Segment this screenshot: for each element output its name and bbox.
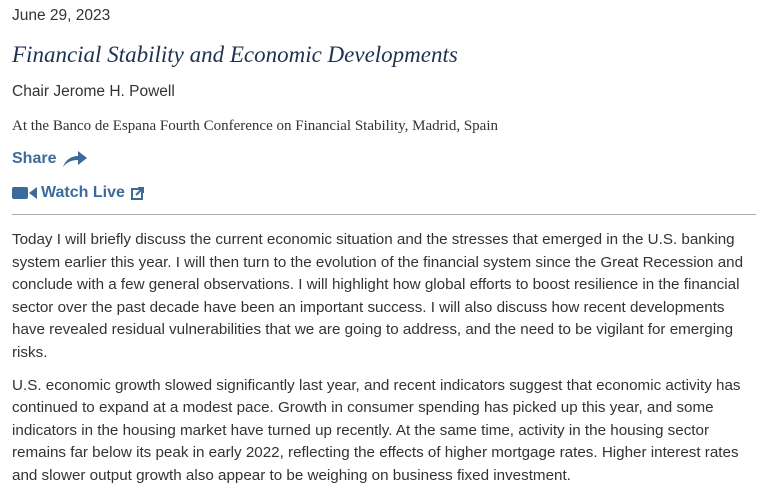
paragraph: U.S. economic growth slowed significantly last year, and recent indicators suggest that economic activity has continued to expand at a modest pace. Growth in consumer spending has picked up this year, and some indicators in the housing market have turned up recently. At the same time, activity in the housing sector remains far below its peak in early 2022, reflecting the effects of higher mortgage rates. Higher interest rates and slower output growth also appear to be weighing on business fixed investment. bbox=[12, 376, 741, 484]
speech-page bbox=[0, 6, 768, 488]
video-camera-icon bbox=[12, 186, 38, 200]
share-button[interactable] bbox=[12, 148, 756, 170]
external-link-icon bbox=[131, 187, 144, 200]
share-label: Share bbox=[12, 150, 57, 167]
watch-live-link[interactable] bbox=[12, 182, 756, 204]
watch-live-label: Watch Live bbox=[41, 184, 125, 201]
speech-date: June 29, 2023 bbox=[12, 7, 111, 24]
share-arrow-icon bbox=[62, 150, 88, 168]
page-title: Financial Stability and Economic Developments bbox=[12, 42, 458, 67]
speech-venue: At the Banco de Espana Fourth Conference on Financial Stability, Madrid, Spain bbox=[12, 118, 499, 134]
speaker-name: Chair Jerome H. Powell bbox=[12, 83, 175, 100]
paragraph: Today I will briefly discuss the current economic situation and the stresses that emerged in the U.S. banking system earlier this year. I will then turn to the evolution of the financial system since the Great Recession and conclude with a few general observations. I will highlight how global efforts to boost resilience in the financial sector over the past decade have been an important success. I will also discuss how recent developments have revealed residual vulnerabilities that we are going to address, and the need to be vigilant for emerging risks. bbox=[12, 231, 744, 361]
divider bbox=[12, 214, 756, 215]
